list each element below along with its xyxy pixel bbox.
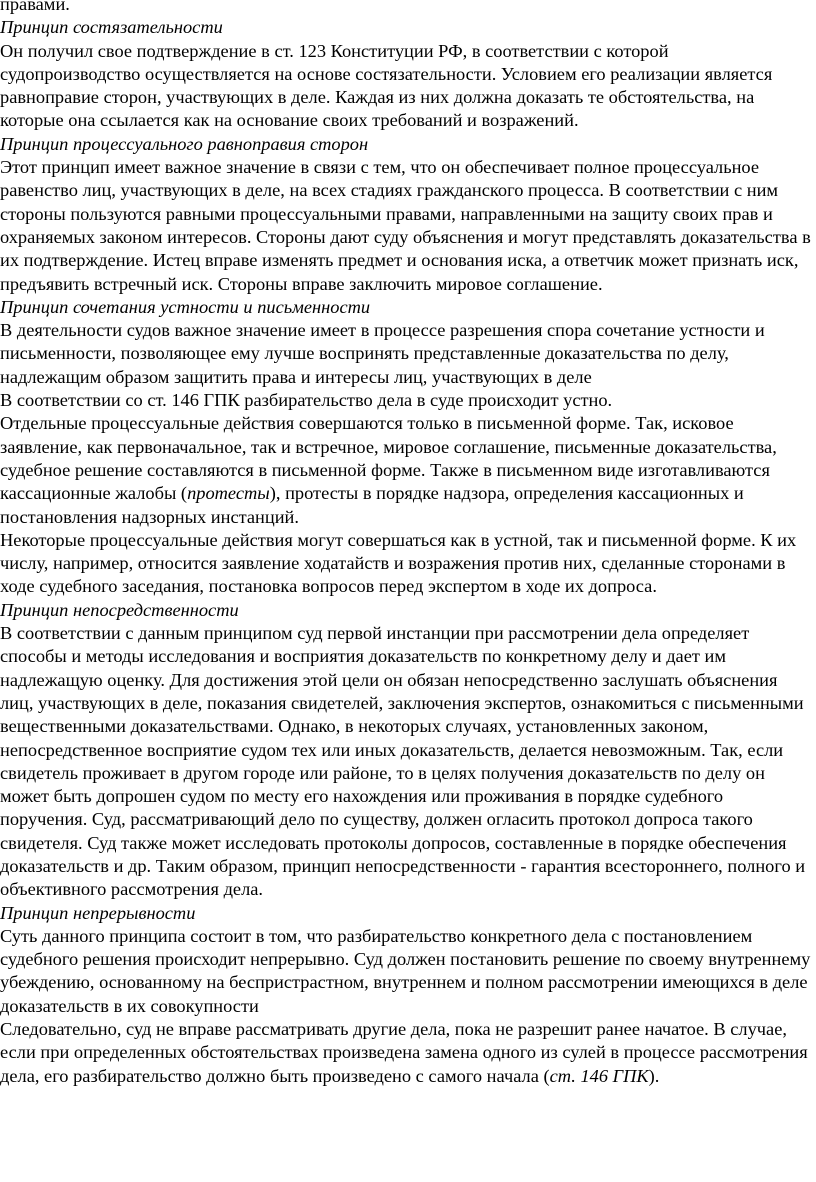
paragraph: В соответствии с данным принципом суд первой инстанции при рассмотрении дела определяет способы и методы исследования и восприятия доказательств по конкретному делу и дает им надлежащую оценку. Для достижения этой цели он обязан непосредственно заслушать объяснения лиц, участвующих в деле, показания свидетелей, заключения экспертов, ознакомиться с письменными вещественными доказательствами. Однако, в некоторых случаях, установленных законом, непосредственное восприятие судом тех или иных доказательств, делается невозможным. Так, если свидетель проживает в другом городе или районе, то в целях получения доказательств по делу он может быть допрошен судом по месту его нахождения или проживания в порядке судебного поручения. Суд, рассматривающий дело по существу, должен огласить протокол допроса такого свидетеля. Суд также может исследовать протоколы допросов, составленные в порядке обеспечения доказательств и др. Таким образом, принцип непосредственности - гарантия всестороннего, полного и объективного рассмотрения дела. — [0, 623, 806, 900]
text-run: ). — [648, 1065, 660, 1086]
paragraph: В деятельности судов важное значение имеет в процессе разрешения спора сочетание устности и письменности, позволяющее ему лучше воспринять представленные доказательства по делу, надлежащим образом защитить права и интересы лиц, участвующих в деле — [0, 320, 765, 387]
paragraph: Он получил свое подтверждение в ст. 123 Конституции РФ, в соответствии с которой судопроизводство осуществляется на основе состязательности. Условием его реализации является равноправие сторон, участвующих в деле. Каждая из них должна доказать те обстоятельства, на которые она ссылается как на основание своих требований и возражений. — [0, 40, 773, 131]
paragraph: Суть данного принципа состоит в том, что разбирательство конкретного дела с постановлением судебного решения происходит непрерывно. Суд должен постановить решение по своему внутреннему убеждению, основанному на беспристрастном, внутреннем и полном рассмотрении имеющихся в деле доказательств в их совокупности — [0, 925, 811, 1016]
italic-text: ст. 146 ГПК — [549, 1065, 649, 1086]
paragraph: В соответствии со ст. 146 ГПК разбирательство дела в суде происходит устно. — [0, 390, 613, 411]
text-run: Следовательно, суд не вправе рассматривать другие дела, пока не разрешит ранее начатое. В случае, если при определенных обстоятельствах произведена замена одного из сулей в процессе рассмотрения дела, его разбирательство должно быть произведено с самого начала ( — [0, 1019, 808, 1086]
section-heading: Принцип непрерывности — [0, 902, 196, 923]
paragraph: Некоторые процессуальные действия могут совершаться как в устной, так и письменной форме. К их числу, например, относится заявление ходатайств и возражения против них, сделанные сторонами в ходе судебного заседания, постановка вопросов перед экспертом в ходе их допроса. — [0, 529, 797, 597]
section-heading: Принцип состязательности — [0, 17, 223, 38]
paragraph — [0, 412, 812, 528]
paragraph: правами. — [0, 0, 70, 14]
section-heading: Принцип процессуального равноправия сторон — [0, 133, 369, 154]
text-run: ), протесты в порядке надзора, определения кассационных и постановления надзорных инстанций. — [0, 483, 744, 527]
section-heading: Принцип непосредственности — [0, 599, 239, 620]
paragraph: Этот принцип имеет важное значение в связи с тем, что он обеспечивает полное процессуальное равенство лиц, участвующих в деле, на всех стадиях гражданского процесса. В соответствии с ним стороны пользуются равными процессуальными правами, направленными на защиту своих прав и охраняемых законом интересов. Стороны дают суду объяснения и могут представлять доказательства в их подтверждение. Истец вправе изменять предмет и основания иска, а ответчик может признать иск, предъявить встречный иск. Стороны вправе заключить мировое соглашение. — [0, 157, 811, 294]
section-heading: Принцип сочетания устности и письменности — [0, 296, 371, 317]
italic-text: протесты — [187, 483, 270, 504]
paragraph — [0, 1018, 812, 1088]
text-run: Отдельные процессуальные действия совершаются только в письменной форме. Так, исковое заявление, как первоначальное, так и встречное, мировое соглашение, письменные доказательства, судебное решение составляются в письменной форме. Также в письменном виде изготавливаются кассационные жалобы ( — [0, 413, 777, 504]
